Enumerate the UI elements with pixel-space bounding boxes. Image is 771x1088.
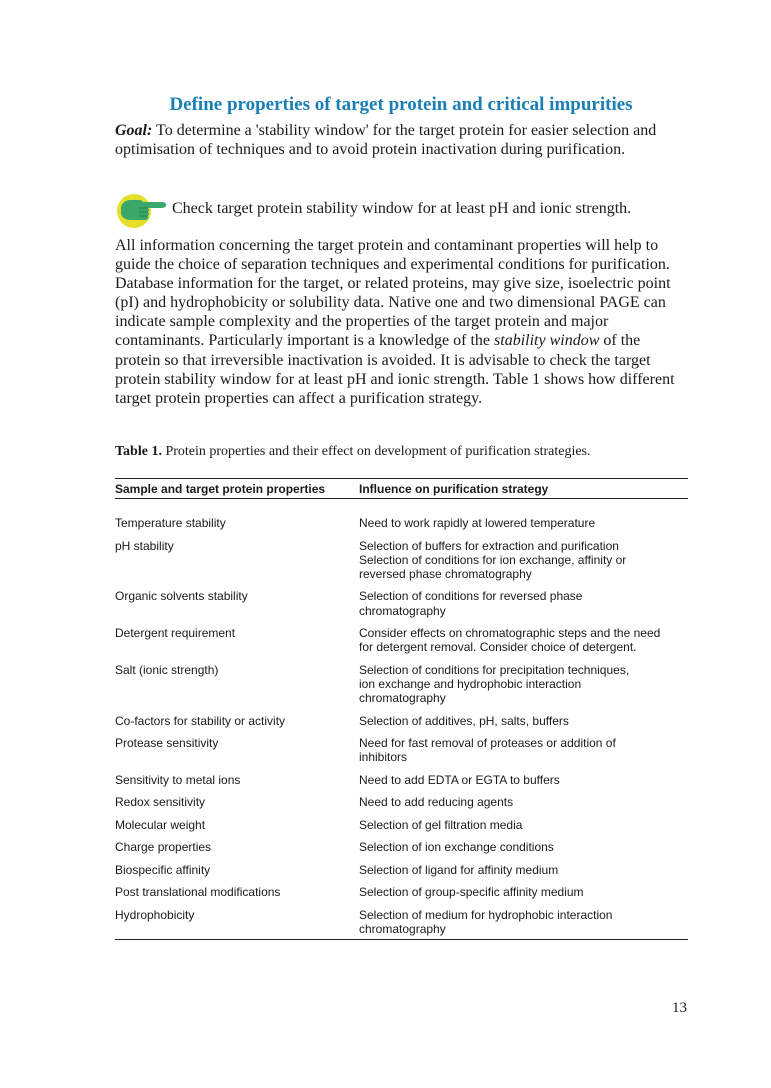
table-row bbox=[115, 840, 688, 854]
table-cell-property: Charge properties bbox=[115, 840, 212, 855]
table-row bbox=[115, 908, 688, 936]
properties-table bbox=[115, 478, 688, 940]
table-cell-influence bbox=[359, 626, 688, 654]
influence-line: inhibitors bbox=[359, 750, 408, 765]
pointing-hand-icon bbox=[115, 192, 171, 230]
table-cell-property: Sensitivity to metal ions bbox=[115, 772, 241, 787]
influence-line: Selection of gel filtration media bbox=[359, 817, 523, 832]
goal-paragraph bbox=[115, 121, 687, 159]
table-cell-property: Biospecific affinity bbox=[115, 862, 211, 877]
table-cell-influence bbox=[359, 539, 688, 582]
table-cell-influence bbox=[359, 795, 688, 809]
table-row bbox=[115, 818, 688, 832]
table-cell-property: Detergent requirement bbox=[115, 626, 236, 641]
influence-line: chromatography bbox=[359, 922, 446, 937]
table-row bbox=[115, 589, 688, 617]
table-row bbox=[115, 714, 688, 728]
table-row bbox=[115, 736, 688, 764]
table-cell-property: Redox sensitivity bbox=[115, 795, 206, 810]
table-row bbox=[115, 863, 688, 877]
influence-line: chromatography bbox=[359, 603, 446, 618]
table-cell-property: Molecular weight bbox=[115, 817, 206, 832]
table-cell-influence bbox=[359, 863, 688, 877]
caption-text: Protein properties and their effect on development of purification strategies. bbox=[161, 444, 591, 459]
table-cell-property: Post translational modifications bbox=[115, 885, 281, 900]
table-cell-property: Organic solvents stability bbox=[115, 589, 248, 604]
page-number: 13 bbox=[672, 1000, 687, 1016]
table-row bbox=[115, 516, 688, 530]
table-cell-property: Co-factors for stability or activity bbox=[115, 713, 286, 728]
table-body bbox=[115, 499, 688, 939]
goal-label: Goal: bbox=[115, 122, 153, 139]
header-properties: Sample and target protein properties bbox=[115, 481, 326, 496]
table-caption bbox=[115, 444, 687, 460]
table-cell-property: pH stability bbox=[115, 538, 174, 553]
table-cell-influence bbox=[359, 589, 688, 617]
table-cell-influence bbox=[359, 714, 688, 728]
tip-callout bbox=[115, 192, 687, 226]
table-row bbox=[115, 885, 688, 899]
influence-line: for detergent removal. Consider choice of detergent. bbox=[359, 640, 637, 655]
table-bottom-rule bbox=[115, 939, 688, 940]
table-cell-influence bbox=[359, 773, 688, 787]
influence-line: Selection of additives, pH, salts, buffers bbox=[359, 713, 569, 728]
influence-line: Selection of ion exchange conditions bbox=[359, 840, 554, 855]
caption-label: Table 1. bbox=[115, 444, 162, 459]
influence-line: Need to add EDTA or EGTA to buffers bbox=[359, 772, 560, 787]
table-cell-influence bbox=[359, 908, 688, 936]
influence-line: Consider effects on chromatographic steps and the need bbox=[359, 626, 661, 641]
tip-text: Check target protein stability window for at least pH and ionic strength. bbox=[172, 200, 632, 217]
influence-line: Need for fast removal of proteases or addition of bbox=[359, 736, 616, 751]
table-cell-property: Protease sensitivity bbox=[115, 736, 219, 751]
influence-line: reversed phase chromatography bbox=[359, 566, 532, 581]
influence-line: Need to work rapidly at lowered temperature bbox=[359, 516, 596, 530]
influence-line: Selection of group-specific affinity medium bbox=[359, 885, 584, 900]
table-cell-influence bbox=[359, 516, 688, 530]
table-cell-property: Temperature stability bbox=[115, 516, 226, 530]
body-text-part2: of the protein so that irreversible inactivation is avoided. It is advisable to check the target protein stability window for at least pH and ionic strength. Table 1 shows how different target protein properties can affect a purification strategy. bbox=[115, 332, 675, 407]
influence-line: Selection of conditions for reversed phase bbox=[359, 589, 583, 604]
table-cell-influence bbox=[359, 885, 688, 899]
table-row bbox=[115, 795, 688, 809]
table-row bbox=[115, 773, 688, 787]
influence-line: Selection of medium for hydrophobic interaction bbox=[359, 907, 613, 922]
influence-line: Selection of buffers for extraction and purification bbox=[359, 538, 619, 553]
body-paragraph bbox=[115, 236, 687, 408]
table-cell-influence bbox=[359, 736, 688, 764]
influence-line: Selection of ligand for affinity medium bbox=[359, 862, 559, 877]
body-text-part1: All information concerning the target protein and contaminant properties will help to guide the choice of separation techniques and experimental conditions for purification. Database information for the target, or related proteins, may give size, isoelectric point (pI) and hydrophobicity or solubility data. Native one and two dimensional PAGE can indicate sample complexity and the properties of the target protein and major contaminants. Particularly important is a knowledge of the bbox=[115, 237, 671, 350]
table-row bbox=[115, 539, 688, 582]
table-row bbox=[115, 626, 688, 654]
table-cell-property: Hydrophobicity bbox=[115, 907, 195, 922]
body-emphasis: stability window bbox=[494, 332, 600, 350]
influence-line: Selection of conditions for precipitation techniques, bbox=[359, 662, 630, 677]
table-cell-influence bbox=[359, 818, 688, 832]
page-title: Define properties of target protein and critical impurities bbox=[169, 94, 633, 115]
influence-line: chromatography bbox=[359, 691, 446, 706]
table-cell-influence bbox=[359, 840, 688, 854]
influence-line: Selection of conditions for ion exchange, affinity or bbox=[359, 552, 627, 567]
table-header-row bbox=[115, 479, 688, 498]
table-cell-property: Salt (ionic strength) bbox=[115, 662, 219, 677]
table-cell-influence bbox=[359, 663, 688, 706]
header-influence: Influence on purification strategy bbox=[359, 481, 549, 496]
goal-text: To determine a 'stability window' for the target protein for easier selection and optimisation of techniques and to avoid protein inactivation during purification. bbox=[115, 122, 657, 158]
influence-line: ion exchange and hydrophobic interaction bbox=[359, 677, 582, 692]
table-row bbox=[115, 663, 688, 706]
influence-line: Need to add reducing agents bbox=[359, 795, 514, 810]
